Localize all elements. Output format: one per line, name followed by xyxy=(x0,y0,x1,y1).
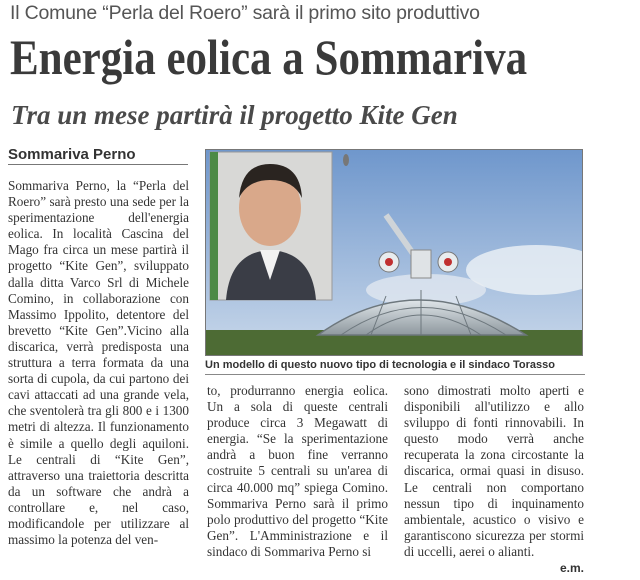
turbine-mast xyxy=(411,250,431,278)
kicker: Il Comune “Perla del Roero” sarà il primo sito produttivo xyxy=(10,2,480,24)
column-2-text: to, produrranno energia eolica. Un a sola di queste centrali produce circa 3 Megawatt di energia. “Se la sperimentazione andrà a buon fine verranno costruite 5 centrali su un'area di circa 40.000 mq” spiega Comino. Sommariva Perno sarà il primo polo produttivo del progetto “Kite Gen”. L'Amministrazione e il sindaco di Sommariva Perno si xyxy=(207,383,388,559)
photo-caption: Un modello di questo nuovo tipo di tecnologia e il sindaco Torasso xyxy=(205,359,585,375)
sash-stripe xyxy=(210,152,218,300)
rotor-hub-icon xyxy=(385,258,393,266)
headline: Energia eolica a Sommariva xyxy=(10,29,528,85)
subheadline: Tra un mese partirà il progetto Kite Gen xyxy=(11,100,458,130)
kite-gen-photo-illustration xyxy=(206,150,582,355)
author-signature: e.m. xyxy=(559,561,584,576)
kite-sail-icon xyxy=(343,154,349,166)
article-column-1 xyxy=(8,178,189,548)
article-column-2 xyxy=(207,383,388,560)
dateline: Sommariva Perno xyxy=(8,146,188,165)
article-column-3 xyxy=(404,383,584,576)
rotor-hub-icon xyxy=(444,258,452,266)
column-1-text: Sommariva Perno, la “Perla del Roero” sarà presto una sede per la sperimentazione dell'energia eolica. In località Cascina del Mago fra circa un mese partirà il progetto “Kite Gen”, sviluppato dalla ditta Varco Srl di Michele Comino, in collaborazione con Massimo Ippolito, detentore del brevetto “Kite Gen”.Vicino alla discarica, verrà predisposta una struttura a terra formata da una sorta di cupola, da cui partono dei cavi attaccati ad una grande vela, che sventolerà tra gli 800 e i 1300 metri di altezza. Il funzionamento è simile a quello degli aquiloni. Le centrali di “Kite Gen”, attraverso una traiettoria descritta da un software che andrà a controllare e, nel caso, modificandole per utilizzare al massimo la potenza del ven- xyxy=(8,178,189,548)
column-3-text: sono dimostrati molto aperti e disponibili all'utilizzo e allo sviluppo di fonti rinnovabili. In questo modo verrà anche recuperata la zona circostante la discarica, ormai quasi in disuso. Le centrali non comportano nessun tipo di inquinamento ambientale, acustico o visivo e garantiscono sicurezza per stormi di uccelli, aerei o alianti. xyxy=(404,383,584,559)
article-photo xyxy=(205,149,583,356)
